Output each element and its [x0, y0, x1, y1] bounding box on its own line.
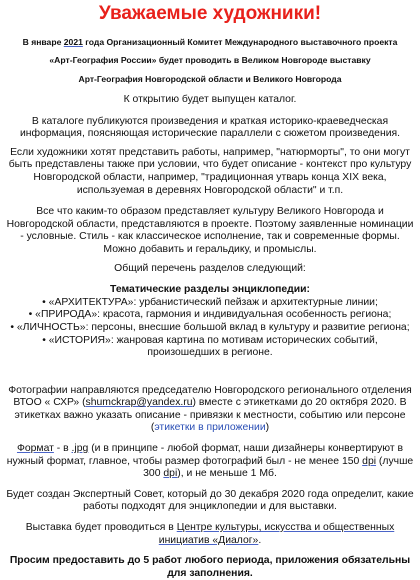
section-desc: : жанровая картина по мотивам исторических событий, произошедших в регионе.	[110, 334, 378, 359]
expert-paragraph: Будет создан Экспертный Совет, который до 30 декабря 2020 года определит, какие работы подходят для энциклопедии и для выставки.	[6, 488, 414, 513]
intro-line-1	[0, 37, 420, 48]
venue-paragraph	[0, 522, 420, 547]
venue-text: Выставка будет проводиться в	[25, 522, 177, 534]
section-desc: : красота, гармония и индивидуальная особенность региона;	[97, 309, 392, 321]
format-text: ), и не меньше 1 Мб.	[177, 468, 277, 480]
attachment-note: этикетки в приложении	[154, 422, 266, 434]
format-text: - в	[53, 443, 72, 455]
venue-text: .	[258, 534, 262, 546]
list-item: • «ИСТОРИЯ»: жанровая картина по мотивам исторических событий, произошедших в регионе.	[42, 334, 378, 359]
section-desc: : персоны, внесшие большой вклад в культуру и развитие региона;	[85, 321, 410, 333]
format-paragraph	[0, 443, 420, 481]
intro-line-1-start: В январе	[22, 37, 64, 47]
intro-line-2: «Арт-География России» будет проводить в Великом Новгороде выставку	[49, 55, 371, 65]
format-text: (и в принципе - любой формат, наши дизайнеры конвертируют в нужный формат, главное, чтобы размер фотографий был - не менее 150	[6, 443, 404, 467]
photos-text: Фотографии направляются председателю Новгородского регионального отделения ВТОО « СХР» (	[8, 384, 412, 409]
section-name: «АРХИТЕКТУРА»	[48, 296, 134, 308]
sections-heading: Тематические разделы энциклопедии:	[110, 284, 310, 296]
sections-list	[0, 284, 420, 360]
list-item: • «АРХИТЕКТУРА»: урбанистический пейзаж и архитектурные линии;	[42, 296, 378, 308]
email-link[interactable]: shumckrap@yandex.ru	[85, 397, 193, 409]
format-dpi: dpi	[163, 468, 178, 480]
intro-line-3: Арт-География Новгородской области и Великого Новгорода	[78, 74, 342, 84]
nominations-paragraph: Все что каким-то образом представляет культуру Великого Новгорода и Новгородской области, представляются в проекте. Поэтому заявленные номинации - условные. Стиль - как классическое исполнение, так и современные формы. Можно добавить и геральдику, и промыслы.	[6, 206, 414, 255]
section-name: «ИСТОРИЯ»	[48, 334, 111, 346]
intro-line-1-end: года Организационный Комитет Международного выставочного проекта	[82, 37, 398, 47]
intro-year: 2021	[63, 37, 83, 47]
venue-place: Центре культуры, искусства и общественных инициатив «Диалог»	[158, 522, 395, 546]
naturmort-paragraph: Если художники хотят представить работы, например, "натюрморты", то они могут быть представлены также при условии, что будет описание - контекст про культуру Новгородской области, например, "традиционная утварь конца XIX века, используемая в деревнях Новгородской области" и т.п.	[8, 146, 412, 196]
list-item: • «ПРИРОДА»: красота, гармония и индивидуальная особенность региона;	[28, 309, 392, 321]
photos-paragraph	[0, 385, 420, 435]
sections-intro: Общий перечень разделов следующий:	[114, 262, 306, 274]
format-ext: .jpg	[71, 443, 89, 455]
list-item: • «ЛИЧНОСТЬ»: персоны, внесшие большой вклад в культуру и развитие региона;	[10, 321, 410, 333]
format-dpi: dpi	[362, 455, 377, 467]
format-label: Формат	[16, 443, 54, 455]
section-name: «ПРИРОДА»	[35, 309, 98, 321]
photos-text: ) вместе с этикетками до 20 октября 2020. В этикетках важно указать описание - привязки к местности, событию или персоне (	[14, 397, 407, 434]
catalog-paragraph: В каталоге публикуются произведения и краткая историко-краеведческая информация, поясняющая исторические параллели с сюжетом произведения.	[19, 115, 401, 140]
format-text: (лучше 300	[143, 455, 414, 480]
request-paragraph: Просим предоставить до 5 работ любого периода, приложения обязательны для заполнения.	[9, 555, 411, 579]
announcement-page	[0, 3, 420, 578]
catalog-note: К открытию будет выпущен каталог.	[123, 94, 297, 105]
section-desc: : урбанистический пейзаж и архитектурные линии;	[133, 296, 378, 308]
page-title: Уважаемые художники!	[98, 3, 322, 24]
section-name: «ЛИЧНОСТЬ»	[16, 321, 86, 333]
photos-text: )	[265, 422, 270, 434]
